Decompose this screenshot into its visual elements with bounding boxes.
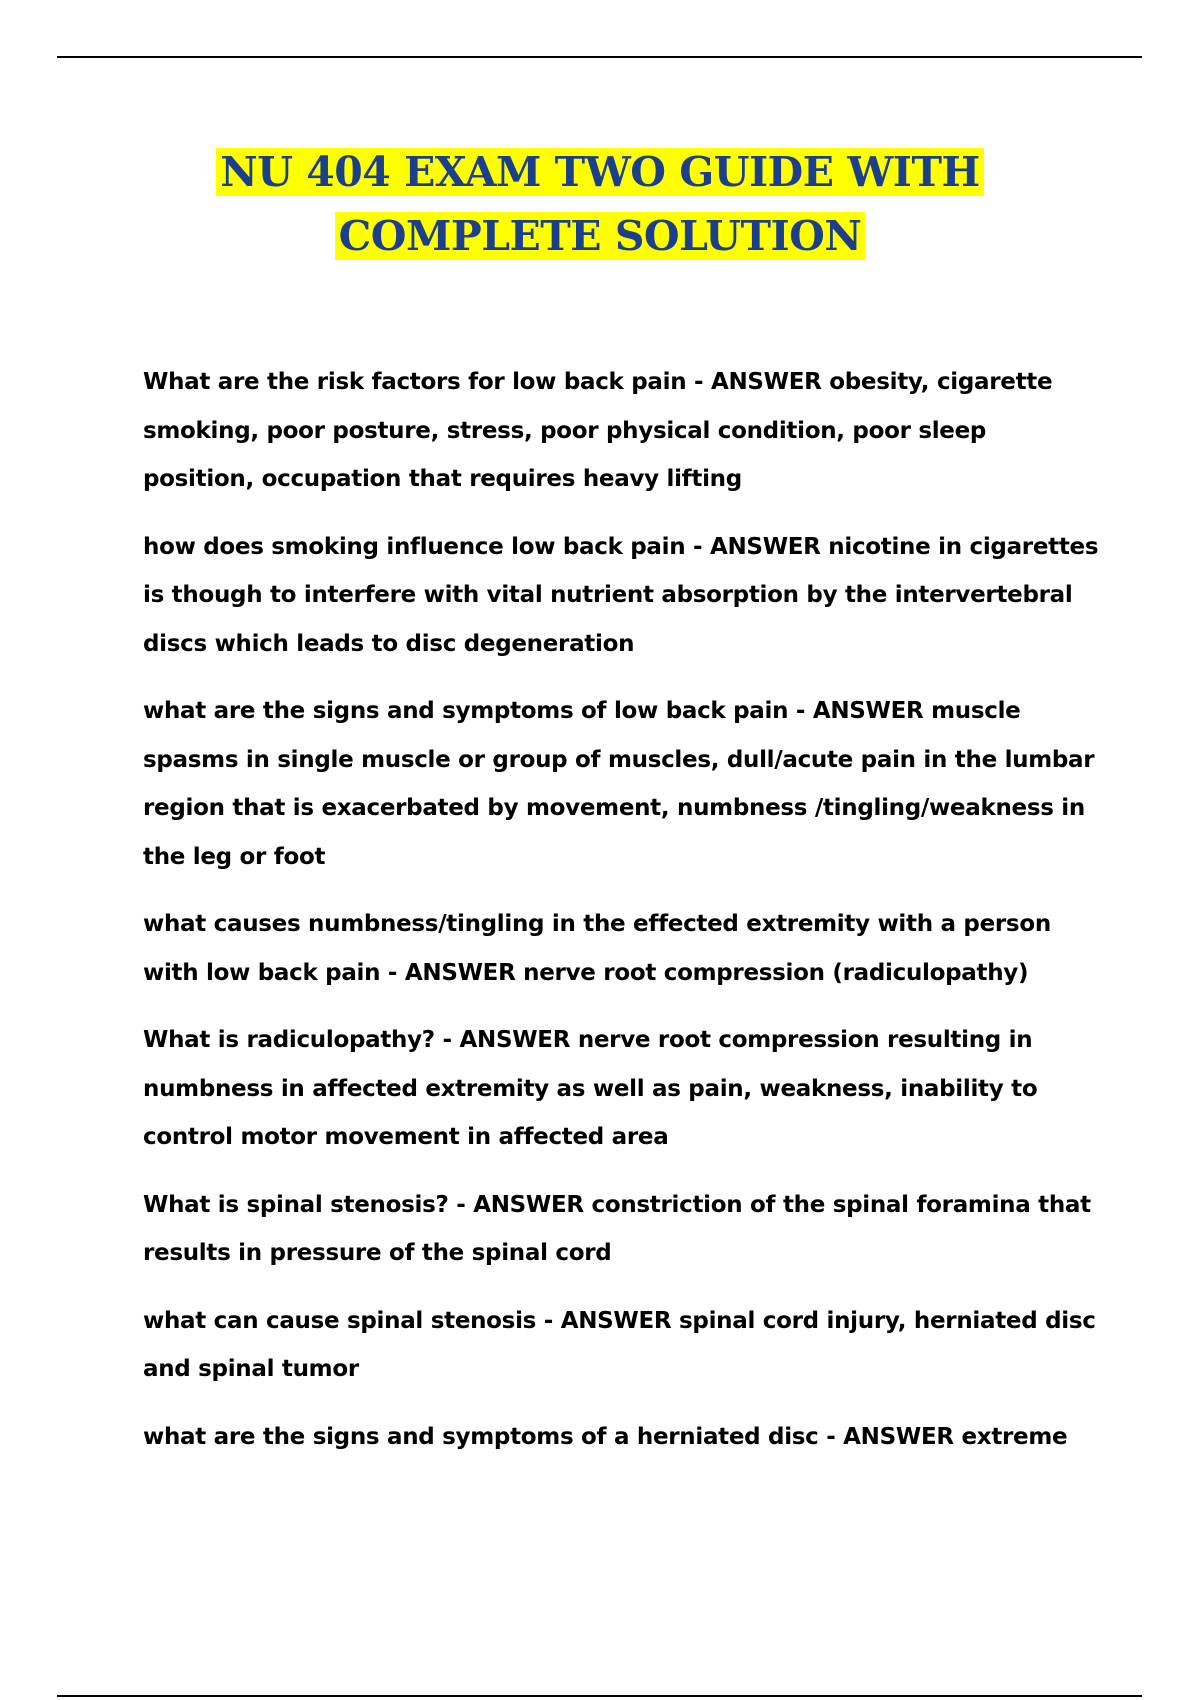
qa-item: What are the risk factors for low back pain - ANSWER obesity, cigarette smoking, poor posture, stress, poor physical condition, poor sleep position, occupation that requires heavy lifting: [143, 369, 1053, 492]
page-title: [0, 140, 1200, 268]
qa-item: what are the signs and symptoms of low back pain - ANSWER muscle spasms in single muscle or group of muscles, dull/acute pain in the lumbar region that is exacerbated by movement, numbness /tingling/weakness in the leg or foot: [143, 698, 1095, 870]
title-line-2: COMPLETE SOLUTION: [335, 212, 866, 260]
qa-item: how does smoking influence low back pain - ANSWER nicotine in cigarettes is though to interfere with vital nutrient absorption by the intervertebral discs which leads to disc degeneration: [143, 533, 1099, 657]
header-rule: [57, 56, 1142, 58]
qa-list: [143, 358, 1103, 1480]
qa-item: what causes numbness/tingling in the effected extremity with a person with low back pain - ANSWER nerve root compression (radiculopathy): [143, 911, 1051, 986]
qa-item: what are the signs and symptoms of a herniated disc - ANSWER extreme: [143, 1423, 1068, 1450]
title-line-1: NU 404 EXAM TWO GUIDE WITH: [216, 148, 983, 196]
qa-item: What is spinal stenosis? - ANSWER constriction of the spinal foramina that results in pressure of the spinal cord: [143, 1191, 1091, 1266]
qa-item: What is radiculopathy? - ANSWER nerve root compression resulting in numbness in affected extremity as well as pain, weakness, inability to control motor movement in affected area: [143, 1027, 1038, 1150]
qa-item: what can cause spinal stenosis - ANSWER spinal cord injury, herniated disc and spinal tumor: [143, 1307, 1096, 1382]
footer-rule: [57, 1695, 1142, 1697]
